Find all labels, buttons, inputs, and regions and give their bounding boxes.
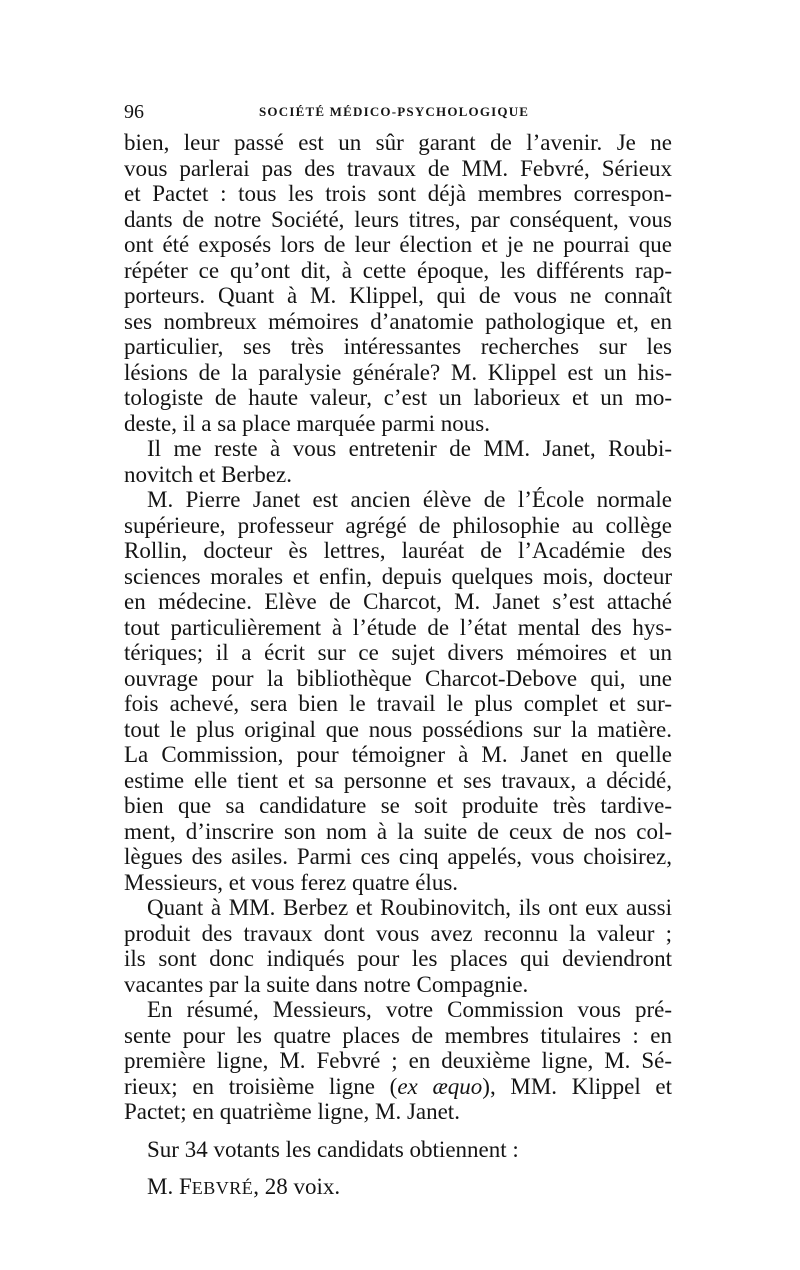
- text-line: en médecine. Elève de Charcot, M. Janet s’est attaché: [124, 589, 672, 614]
- text-line: bien que sa candidature se soit produite très tardive-: [124, 793, 672, 818]
- text-line: lésions de la paralysie générale? M. Klippel est un his-: [124, 359, 672, 385]
- running-head: SOCIÉTÉ MÉDICO-PSYCHOLOGIQUE: [259, 104, 530, 119]
- text-line: estime elle tient et sa personne et ses travaux, a décidé,: [124, 767, 672, 793]
- text-line: [124, 1074, 672, 1100]
- text-line: La Commission, pour témoigner à M. Janet en quelle: [124, 742, 672, 767]
- text-line: deste, il a sa place marquée parmi nous.: [124, 410, 490, 436]
- text-line: ils sont donc indiqués pour les places qui deviendront: [124, 946, 672, 971]
- text-line: tout le plus original que nous possédions sur la matière.: [124, 716, 672, 742]
- text-line: tériques; il a écrit sur ce sujet divers mémoires et un: [124, 640, 672, 665]
- body-text: [124, 130, 672, 1200]
- text-line: porteurs. Quant à M. Klippel, qui de vous ne connaît: [124, 283, 672, 308]
- text-line: supérieure, professeur agrégé de philosophie au collège: [124, 512, 672, 538]
- result-votes: , 28 voix.: [253, 1174, 341, 1199]
- text-line: fois achevé, sera bien le travail le plus complet et sur-: [124, 691, 672, 716]
- text-line: Quant à MM. Berbez et Roubinovitch, ils ont eux aussi: [147, 895, 672, 920]
- text-line: M. Pierre Janet est ancien élève de l’École normale: [147, 487, 672, 512]
- text-line: Rollin, docteur ès lettres, lauréat de l’Académie des: [124, 538, 672, 563]
- text-line: particulier, ses très intéressantes recherches sur les: [124, 334, 672, 359]
- spacer: [124, 1162, 672, 1174]
- text-line: vous parlerai pas des travaux de MM. Febvré, Sérieux: [124, 155, 672, 181]
- text-line: première ligne, M. Febvré ; en deuxième ligne, M. Sé-: [124, 1048, 672, 1073]
- text-segment: ), MM. Klippel et: [482, 1073, 673, 1099]
- text-line: novitch et Berbez.: [124, 461, 292, 487]
- text-line: Pactet; en quatrième ligne, M. Janet.: [124, 1099, 460, 1124]
- vote-result: [124, 1174, 672, 1200]
- text-line: En résumé, Messieurs, votre Commission vous pré-: [147, 997, 672, 1022]
- text-line: Messieurs, et vous ferez quatre élus.: [124, 869, 459, 895]
- page-header: [124, 100, 676, 124]
- text-line: ment, d’inscrire son nom à la suite de ceux de nos col-: [124, 818, 672, 844]
- text-line: produit des travaux dont vous avez reconnu la valeur ;: [124, 920, 672, 946]
- text-segment: rieux; en troisième ligne (: [124, 1073, 398, 1099]
- latin-phrase: ex æquo: [397, 1073, 483, 1099]
- page-number: 96: [124, 101, 144, 123]
- text-line: répéter ce qu’ont dit, à cette époque, les différents rap-: [124, 257, 672, 283]
- text-line: ont été exposés lors de leur élection et je ne pourrai que: [124, 232, 672, 257]
- text-line: ses nombreux mémoires d’anatomie pathologique et, en: [124, 308, 672, 334]
- text-line: dants de notre Société, leurs titres, par conséquent, vous: [124, 206, 672, 232]
- text-line: ouvrage pour la bibliothèque Charcot-Debove qui, une: [124, 665, 672, 691]
- result-prefix: M. F: [147, 1174, 192, 1199]
- text-line: vacantes par la suite dans notre Compagnie.: [124, 971, 529, 997]
- text-line: Il me reste à vous entretenir de MM. Janet, Roubi-: [147, 436, 672, 461]
- text-line: et Pactet : tous les trois sont déjà membres correspon-: [124, 181, 672, 206]
- spacer: [124, 1125, 672, 1137]
- text-line: sente pour les quatre places de membres titulaires : en: [124, 1022, 672, 1048]
- text-line: sciences morales et enfin, depuis quelques mois, docteur: [124, 563, 672, 589]
- text-line: bien, leur passé est un sûr garant de l’avenir. Je ne: [124, 130, 672, 155]
- candidate-name: EBVRÉ: [191, 1178, 254, 1198]
- text-line: tout particulièrement à l’étude de l’état mental des hys-: [124, 614, 672, 640]
- vote-summary: Sur 34 votants les candidats obtiennent :: [147, 1136, 519, 1162]
- text-line: tologiste de haute valeur, c’est un laborieux et un mo-: [124, 385, 672, 410]
- text-line: lègues des asiles. Parmi ces cinq appelés, vous choisirez,: [124, 844, 672, 869]
